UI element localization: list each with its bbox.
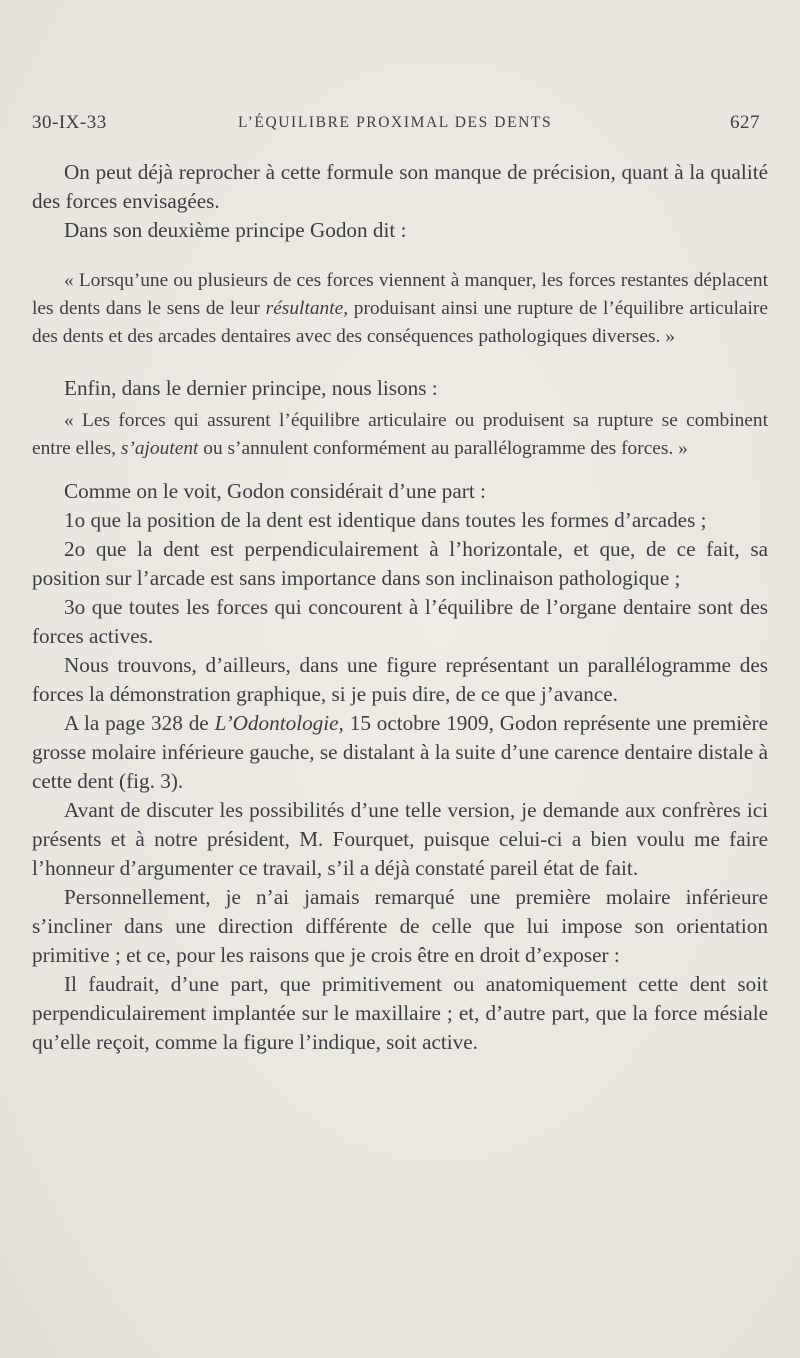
running-head [32,112,760,140]
emphasis-text: s’ajoutent [120,437,199,459]
paragraph-comme-on-le-voit: Comme on le voit, Godon considérait d’une part : [64,479,486,504]
paragraph-text: 15 octobre 1909, Godon représente une première grosse molaire inférieure gauche, se distalant à la suite d’une carence dentaire distale à cette dent (fig. 3). [32,711,768,794]
quote-text: « Les forces qui assurent l’équilibre articulaire ou produisent sa rupture se combinent entre elles, [32,409,768,459]
paragraph-text: A la page 328 de [64,711,215,736]
list-item-first: 1o que la position de la dent est identique dans toutes les formes d’arcades ; [64,508,707,533]
quote-text: produisant ainsi une rupture de l’équilibre articulaire des dents et des arcades dentaires avec des conséquences pathologiques diverses. » [32,298,768,348]
quote-second-principle [32,267,768,352]
emphasis-text: résultante, [265,298,349,320]
body-text [32,158,768,1057]
paragraph-intro: On peut déjà reprocher à cette formule son manque de précision, quant à la qualité des forces envisagées. [32,160,768,213]
header-title: L’ÉQUILIBRE PROXIMAL DES DENTS [238,114,553,131]
page-number: 627 [730,112,760,133]
list-item-second: 2o que la dent est perpendiculairement à l’horizontale, et que, de ce fait, sa position sur l’arcade est sans importance dans son inclinaison pathologique ; [32,537,768,591]
journal-title: L’Odontologie, [214,711,344,736]
paragraph-figure: Nous trouvons, d’ailleurs, dans une figure représentant un parallélogramme des forces la démonstration graphique, si je puis dire, de ce que j’avance. [32,653,768,707]
paragraph-conclusion: Il faudrait, d’une part, que primitivement ou anatomiquement cette dent soit perpendiculairement implantée sur le maxillaire ; et, d’autre part, que la force mésiale qu’elle reçoit, comme la figure l’indique, soit active. [32,972,768,1055]
paragraph-odontologie [32,709,768,796]
header-date: 30-IX-33 [32,112,107,133]
list-item-third: 3o que toutes les forces qui concourent à l’équilibre de l’organe dentaire sont des forces actives. [32,595,768,649]
quote-text: ou s’annulent conformément au parallélogramme des forces. » [198,437,688,459]
quote-last-principle [32,407,768,463]
paragraph-last-principle: Enfin, dans le dernier principe, nous lisons : [64,375,438,400]
quote-text: « Lorsqu’une ou plusieurs de ces forces viennent à manquer, les forces restantes déplacent les dents dans le sens de leur [32,270,768,320]
paragraph-second-principle: Dans son deuxième principe Godon dit : [64,218,407,242]
paragraph-personally: Personnellement, je n’ai jamais remarqué une première molaire inférieure s’incliner dans une direction différente de celle que lui impose son orientation primitive ; et ce, pour les raisons que je crois être en droit d’exposer : [32,885,768,968]
paragraph-discuss: Avant de discuter les possibilités d’une telle version, je demande aux confrères ici présents et à notre président, M. Fourquet, puisque celui-ci a bien voulu me faire l’honneur d’argumenter ce travail, s’il a déjà constaté pareil état de fait. [32,798,768,881]
